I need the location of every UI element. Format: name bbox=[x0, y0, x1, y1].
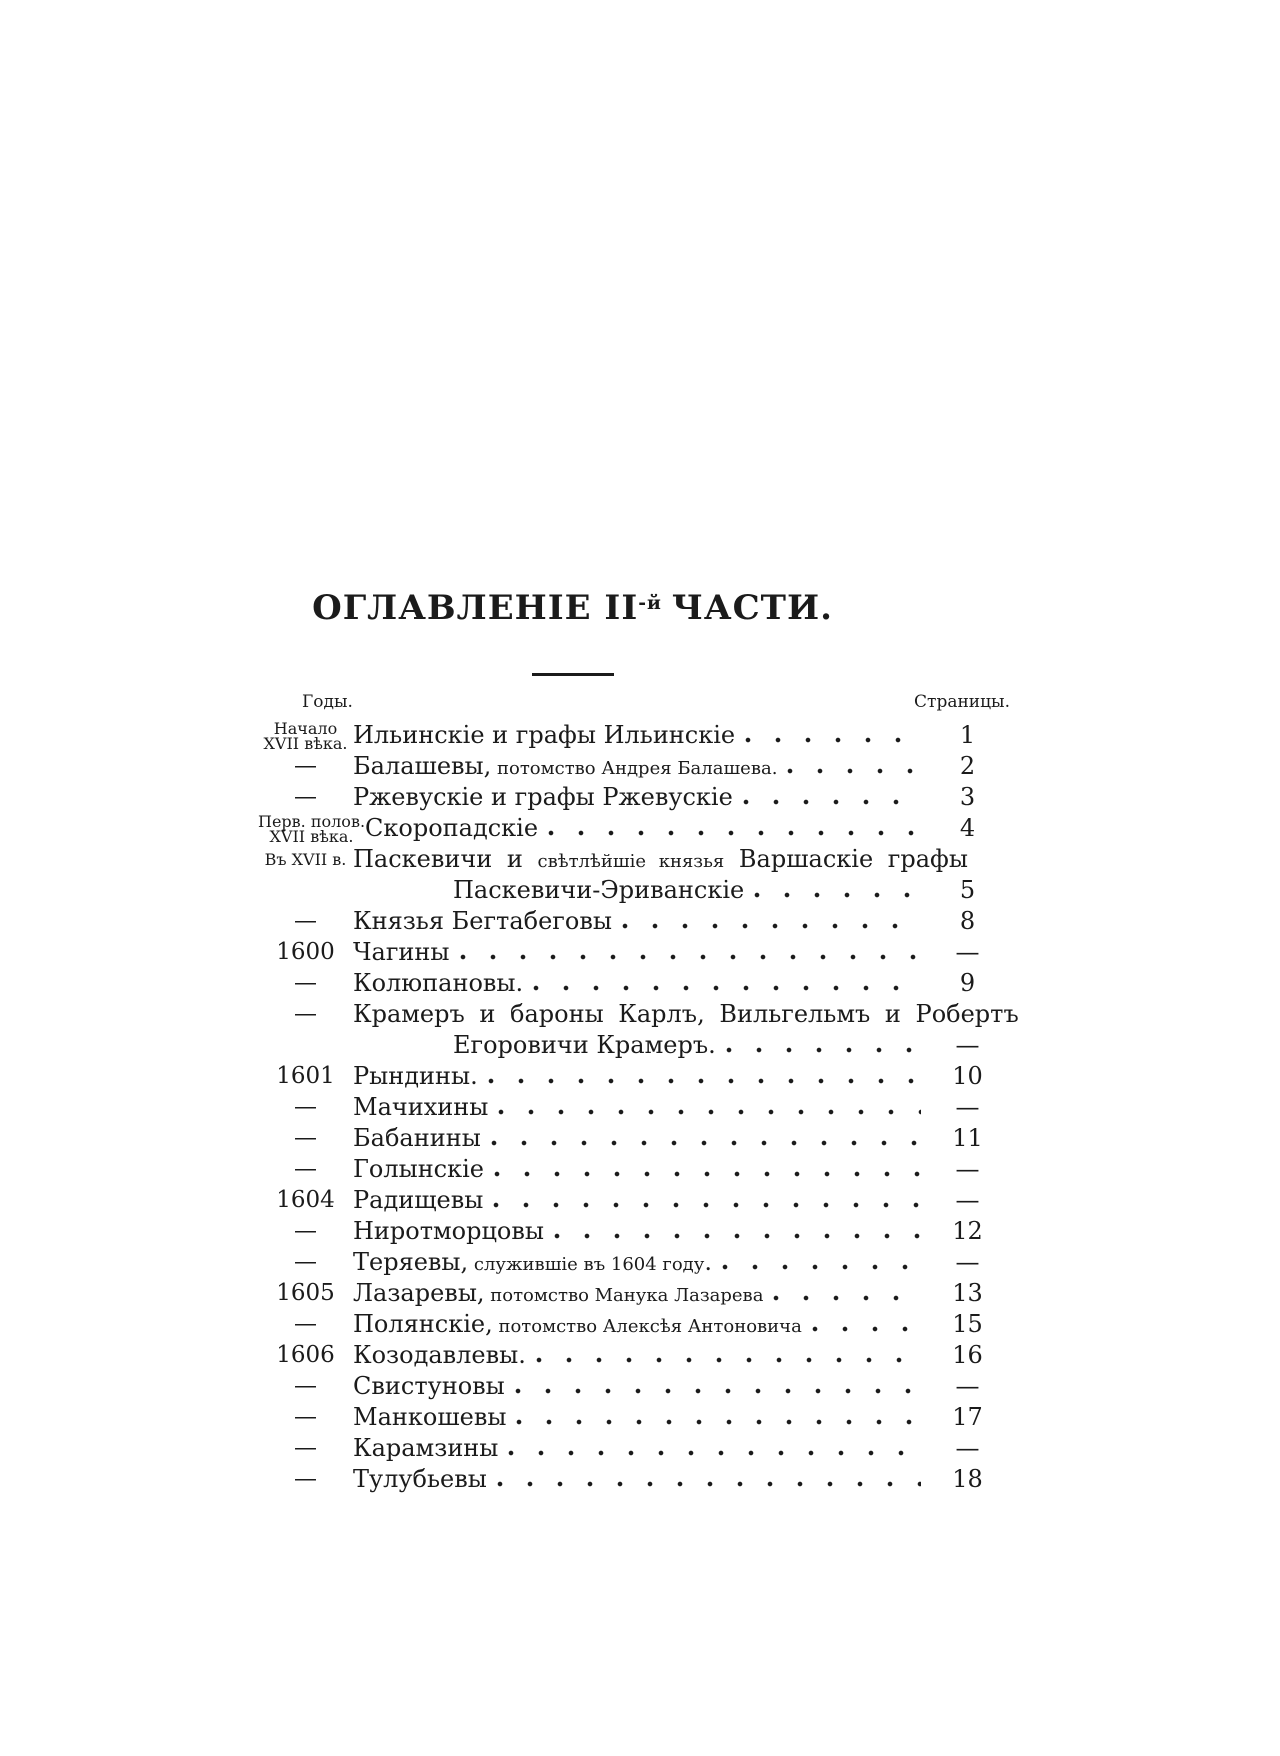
toc-row bbox=[258, 1340, 1010, 1371]
page-number: 17 bbox=[952, 1403, 983, 1431]
entry-text: Тулубьевы bbox=[353, 1465, 487, 1493]
entry-text: Ржевускіе и графы Ржевускіе bbox=[353, 783, 733, 811]
toc-table bbox=[258, 719, 1019, 1495]
entry-text: Бабанины bbox=[353, 1124, 481, 1152]
dot-leader bbox=[460, 954, 921, 960]
page-number: 13 bbox=[952, 1279, 983, 1307]
dot-leader bbox=[726, 1047, 921, 1053]
row-body bbox=[353, 968, 1010, 999]
title-main: ОГЛАВЛЕНІЕ II bbox=[312, 588, 639, 628]
entry-text: Теряевы, служившіе въ 1604 году. bbox=[353, 1248, 712, 1276]
toc-line bbox=[353, 1061, 1010, 1092]
dot-leader bbox=[491, 1140, 921, 1146]
year-cell: 1600 bbox=[276, 939, 335, 965]
toc-row bbox=[258, 1247, 1010, 1278]
year-cell: — bbox=[294, 1218, 317, 1244]
year-cell: — bbox=[294, 1094, 317, 1120]
toc-row bbox=[258, 1309, 1010, 1340]
divider-rule bbox=[532, 673, 614, 676]
year-cell: — bbox=[294, 1466, 317, 1492]
page-number: — bbox=[955, 1155, 980, 1183]
toc-line bbox=[353, 875, 1010, 906]
pages-column-header: Страницы. bbox=[914, 692, 1010, 712]
entry-text: Козодавлевы. bbox=[353, 1341, 526, 1369]
entry-text: Паскевичи-Эриванскіе bbox=[453, 876, 745, 904]
toc-row bbox=[258, 1061, 1010, 1092]
page-number: 3 bbox=[959, 783, 976, 811]
year-cell: — bbox=[294, 1373, 317, 1399]
toc-line bbox=[353, 906, 1010, 937]
page-number: 10 bbox=[952, 1062, 983, 1090]
row-body bbox=[353, 1402, 1010, 1433]
year-cell: 1605 bbox=[276, 1280, 335, 1306]
dot-leader bbox=[622, 923, 921, 929]
dot-leader bbox=[754, 892, 921, 898]
row-body bbox=[353, 1340, 1010, 1371]
entry-text: Мачихины bbox=[353, 1093, 489, 1121]
dot-leader bbox=[497, 1481, 921, 1487]
year-cell: Въ XVII в. bbox=[264, 850, 347, 869]
page-number: 8 bbox=[959, 907, 976, 935]
entry-text: Радищевы bbox=[353, 1186, 484, 1214]
toc-line bbox=[353, 937, 1010, 968]
toc-line bbox=[353, 1371, 1010, 1402]
title-superscript: -й bbox=[638, 592, 662, 614]
dot-leader bbox=[494, 1171, 921, 1177]
title-tail: ЧАСТИ. bbox=[671, 588, 833, 628]
year-cell: — bbox=[294, 753, 317, 779]
year-cell: — bbox=[294, 908, 317, 934]
toc-line bbox=[353, 1247, 1010, 1278]
year-cell: 1601 bbox=[276, 1063, 335, 1089]
toc-row bbox=[258, 782, 1010, 813]
page-number: 5 bbox=[959, 876, 976, 904]
year-cell: 1606 bbox=[276, 1342, 335, 1368]
row-body bbox=[353, 1278, 1010, 1309]
row-body bbox=[353, 1092, 1010, 1123]
toc-row bbox=[258, 844, 1010, 906]
dot-leader bbox=[812, 1326, 921, 1332]
row-body bbox=[353, 751, 1010, 782]
year-cell: — bbox=[294, 1404, 317, 1430]
page-number: 16 bbox=[952, 1341, 983, 1369]
toc-line bbox=[353, 1433, 1010, 1464]
year-cell: Начало XVII вѣка. bbox=[263, 719, 348, 753]
column-headers bbox=[258, 692, 1010, 712]
page-number: — bbox=[955, 1186, 980, 1214]
entry-text: Балашевы, потомство Андрея Балашева. bbox=[353, 752, 778, 780]
toc-line bbox=[353, 1278, 1010, 1309]
page-number: 4 bbox=[959, 814, 976, 842]
toc-line bbox=[353, 782, 1010, 813]
entry-text: Скоропадскіе bbox=[365, 814, 539, 842]
toc-row bbox=[258, 813, 1010, 844]
toc-row bbox=[258, 751, 1010, 782]
year-cell: — bbox=[294, 1125, 317, 1151]
dot-leader bbox=[536, 1357, 921, 1363]
row-body bbox=[353, 782, 1010, 813]
dot-leader bbox=[493, 1202, 921, 1208]
entry-text: Князья Бегтабеговы bbox=[353, 907, 612, 935]
toc-row bbox=[258, 1154, 1010, 1185]
row-body bbox=[353, 1247, 1010, 1278]
dot-leader bbox=[508, 1450, 921, 1456]
dot-leader bbox=[488, 1078, 921, 1084]
toc-line bbox=[353, 844, 1010, 875]
page-number: 2 bbox=[959, 752, 976, 780]
page-number: — bbox=[955, 1093, 980, 1121]
row-body bbox=[353, 1433, 1010, 1464]
toc-line bbox=[353, 751, 1010, 782]
dot-leader bbox=[787, 768, 921, 774]
dot-leader bbox=[745, 737, 921, 743]
page-number: 18 bbox=[952, 1465, 983, 1493]
page-title bbox=[245, 584, 900, 627]
toc-row bbox=[258, 1433, 1010, 1464]
dot-leader bbox=[554, 1233, 921, 1239]
toc-row bbox=[258, 1371, 1010, 1402]
year-cell: — bbox=[294, 784, 317, 810]
dot-leader bbox=[515, 1388, 921, 1394]
dot-leader bbox=[548, 830, 921, 836]
toc-line bbox=[353, 1154, 1010, 1185]
row-body bbox=[353, 1185, 1010, 1216]
entry-text: Карамзины bbox=[353, 1434, 499, 1462]
page-number: 1 bbox=[959, 721, 976, 749]
dot-leader bbox=[722, 1264, 921, 1270]
toc-line bbox=[353, 720, 1010, 751]
toc-row bbox=[258, 999, 1019, 1061]
page-number: 9 bbox=[959, 969, 976, 997]
entry-text: Голынскіе bbox=[353, 1155, 485, 1183]
toc-line bbox=[353, 1309, 1010, 1340]
year-cell: — bbox=[294, 970, 317, 996]
row-body bbox=[353, 999, 1019, 1061]
row-body bbox=[353, 906, 1010, 937]
entry-text: Крамеръ и бароны Карлъ, Вильгельмъ и Робертъ bbox=[353, 1000, 1019, 1028]
toc-row bbox=[258, 968, 1010, 999]
toc-line bbox=[353, 1092, 1010, 1123]
page-number: — bbox=[955, 938, 980, 966]
page-number: — bbox=[955, 1434, 980, 1462]
entry-text: Манкошевы bbox=[353, 1403, 507, 1431]
row-body bbox=[353, 720, 1010, 751]
toc-row bbox=[258, 1216, 1010, 1247]
toc-line bbox=[353, 1402, 1010, 1433]
toc-row bbox=[258, 720, 1010, 751]
entry-text: Колюпановы. bbox=[353, 969, 524, 997]
toc-row bbox=[258, 1278, 1010, 1309]
page-number: 11 bbox=[952, 1124, 983, 1152]
entry-text: Рындины. bbox=[353, 1062, 478, 1090]
row-body bbox=[365, 813, 1010, 844]
toc-line bbox=[353, 999, 1019, 1030]
year-cell: — bbox=[294, 1249, 317, 1275]
row-body bbox=[353, 844, 1010, 906]
page-number: — bbox=[955, 1372, 980, 1400]
toc-line bbox=[353, 1340, 1010, 1371]
years-column-header: Годы. bbox=[302, 692, 353, 712]
row-body bbox=[353, 1154, 1010, 1185]
toc-row bbox=[258, 906, 1010, 937]
year-cell: 1604 bbox=[276, 1187, 335, 1213]
row-body bbox=[353, 937, 1010, 968]
entry-text: Егоровичи Крамеръ. bbox=[453, 1031, 716, 1059]
toc-row bbox=[258, 937, 1010, 968]
toc-row bbox=[258, 1402, 1010, 1433]
toc-line bbox=[365, 813, 1010, 844]
page-number: — bbox=[955, 1031, 980, 1059]
year-cell: — bbox=[294, 1311, 317, 1337]
year-cell: — bbox=[294, 1156, 317, 1182]
entry-text: Чагины bbox=[353, 938, 450, 966]
entry-text: Свистуновы bbox=[353, 1372, 505, 1400]
page-number: — bbox=[955, 1248, 980, 1276]
entry-text: Лазаревы, потомство Манука Лазарева bbox=[353, 1279, 764, 1307]
year-cell: Перв. полов. XVII вѣка. bbox=[258, 812, 366, 846]
row-body bbox=[353, 1123, 1010, 1154]
toc-line bbox=[353, 1030, 1010, 1061]
page-number: 12 bbox=[952, 1217, 983, 1245]
toc-line bbox=[353, 1216, 1010, 1247]
dot-leader bbox=[498, 1109, 921, 1115]
dot-leader bbox=[516, 1419, 921, 1425]
row-body bbox=[353, 1464, 1010, 1495]
page-number: 15 bbox=[952, 1310, 983, 1338]
toc-row bbox=[258, 1464, 1010, 1495]
toc-line bbox=[353, 1464, 1010, 1495]
toc-row bbox=[258, 1092, 1010, 1123]
toc-line bbox=[353, 968, 1010, 999]
entry-text: Паскевичи и свѣтлѣйшіе князья Варшаскіе графы bbox=[353, 845, 968, 873]
entry-text: Ниротморцовы bbox=[353, 1217, 544, 1245]
row-body bbox=[353, 1216, 1010, 1247]
row-body bbox=[353, 1061, 1010, 1092]
year-cell: — bbox=[294, 1001, 317, 1027]
entry-text: Ильинскіе и графы Ильинскіе bbox=[353, 721, 736, 749]
year-cell: — bbox=[294, 1435, 317, 1461]
row-body bbox=[353, 1371, 1010, 1402]
row-body bbox=[353, 1309, 1010, 1340]
page-head bbox=[245, 0, 900, 676]
toc-line bbox=[353, 1185, 1010, 1216]
entry-text: Полянскіе, потомство Алексѣя Антоновича bbox=[353, 1310, 802, 1338]
dot-leader bbox=[773, 1295, 921, 1301]
dot-leader bbox=[743, 799, 921, 805]
toc-row bbox=[258, 1185, 1010, 1216]
toc-row bbox=[258, 1123, 1010, 1154]
dot-leader bbox=[533, 985, 921, 991]
toc-line bbox=[353, 1123, 1010, 1154]
